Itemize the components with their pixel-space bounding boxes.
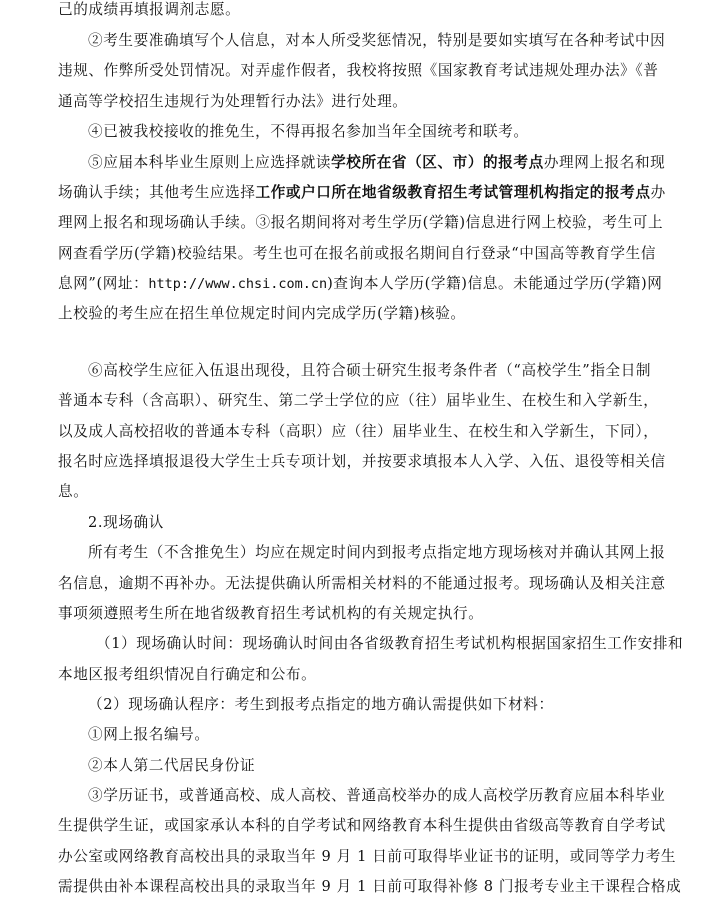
list-item: ②本人第二代居民身份证 [88, 757, 256, 774]
paragraph-line [58, 183, 668, 203]
paragraph-line: 通高等学校招生违规行为处理暂行办法》进行处理。 [58, 93, 408, 110]
paragraph-line: 息。 [58, 483, 89, 500]
paragraph-line: 理网上报名和现场确认手续。③报名期间将对考生学历(学籍)信息进行网上校验，考生可上 [58, 214, 664, 231]
paragraph-line: 上校验的考生应在招生单位规定时间内完成学历(学籍)核验。 [58, 305, 466, 322]
paragraph-line: 网查看学历(学籍)校验结果。考生也可在报名前或报名期间自行登录“中国高等教育学生信 [58, 245, 657, 262]
paragraph-line: 需提供由补本课程高校出具的录取当年 9 月 1 日前可取得补修 8 门报考专业主干课程合格成 [58, 878, 682, 895]
paragraph-line: 办公室或网络教育高校出具的录取当年 9 月 1 日前可取得毕业证书的证明，或同等学力考生 [58, 848, 677, 865]
paragraph-line: 本地区报考组织情况自行确定和公布。 [58, 666, 317, 683]
paragraph-line: 所有考生（不含推免生）均应在规定时间内到报考点指定地方现场核对并确认其网上报 [88, 544, 666, 561]
text-run: ⑤应届本科毕业生原则上应选择就读 [88, 154, 332, 171]
section-heading: 2.现场确认 [88, 514, 164, 531]
paragraph-line: （1）现场确认时间：现场确认时间由各省级教育招生考试机构根据国家招生工作安排和 [96, 635, 684, 652]
paragraph-line [88, 153, 668, 173]
bold-text-run: 工作或户口所在地省级教育招生考试管理机构指定的报考点 [255, 184, 651, 201]
text-run: )查询本人学历(学籍)信息。未能通过学历(学籍)网 [327, 275, 663, 292]
paragraph-line: 违规、作弊所受处罚情况。对弄虚作假者，我校将按照《国家教育考试违规处理办法》《普 [58, 62, 659, 79]
paragraph-line [58, 274, 668, 294]
paragraph-line: 生提供学生证，或国家承认本科的自学考试和网络教育本科生提供由省级高等教育自学考试 [58, 817, 666, 834]
paragraph-line: 普通本专科（含高职）、研究生、第二学士学位的应（往）届毕业生、在校生和入学新生， [58, 392, 659, 409]
bold-text-run: 学校所在省（区、市）的报考点 [331, 154, 544, 171]
text-run: 场确认手续；其他考生应选择 [58, 184, 256, 201]
paragraph-line: ④已被我校接收的推免生，不得再报名参加当年全国统考和联考。 [88, 123, 529, 140]
list-item: ①网上报名编号。 [88, 726, 210, 743]
paragraph-line: 报名时应选择填报退役大学生士兵专项计划，并按要求填报本人入学、入伍、退役等相关信 [58, 453, 666, 470]
paragraph-line: 事项须遵照考生所在地省级教育招生考试机构的有关规定执行。 [58, 605, 484, 622]
text-run: 息网”(网址： [58, 275, 149, 292]
paragraph-line: ⑥高校学生应征入伍退出现役，且符合硕士研究生报考条件者（“高校学生”指全日制 [88, 362, 652, 379]
url-text: http://www.chsi.com.cn [148, 276, 328, 292]
paragraph-line: 己的成绩再填报调剂志愿。 [58, 1, 241, 18]
text-run: 办理网上报名和现 [543, 154, 666, 171]
paragraph-line: 名信息，逾期不再补办。无法提供确认所需相关材料的不能通过报考。现场确认及相关注意 [58, 575, 666, 592]
list-item: ③学历证书，或普通高校、成人高校、普通高校举办的成人高校学历教育应届本科毕业 [88, 787, 666, 804]
paragraph-line: 以及成人高校招收的普通本专科（高职）应（往）届毕业生、在校生和入学新生，下同）， [58, 423, 659, 440]
paragraph-line: （2）现场确认程序：考生到报考点指定的地方确认需提供如下材料： [88, 696, 554, 713]
paragraph-line: ②考生要准确填写个人信息，对本人所受奖惩情况，特别是要如实填写在各种考试中因 [88, 32, 666, 49]
text-run: 办 [650, 184, 666, 201]
